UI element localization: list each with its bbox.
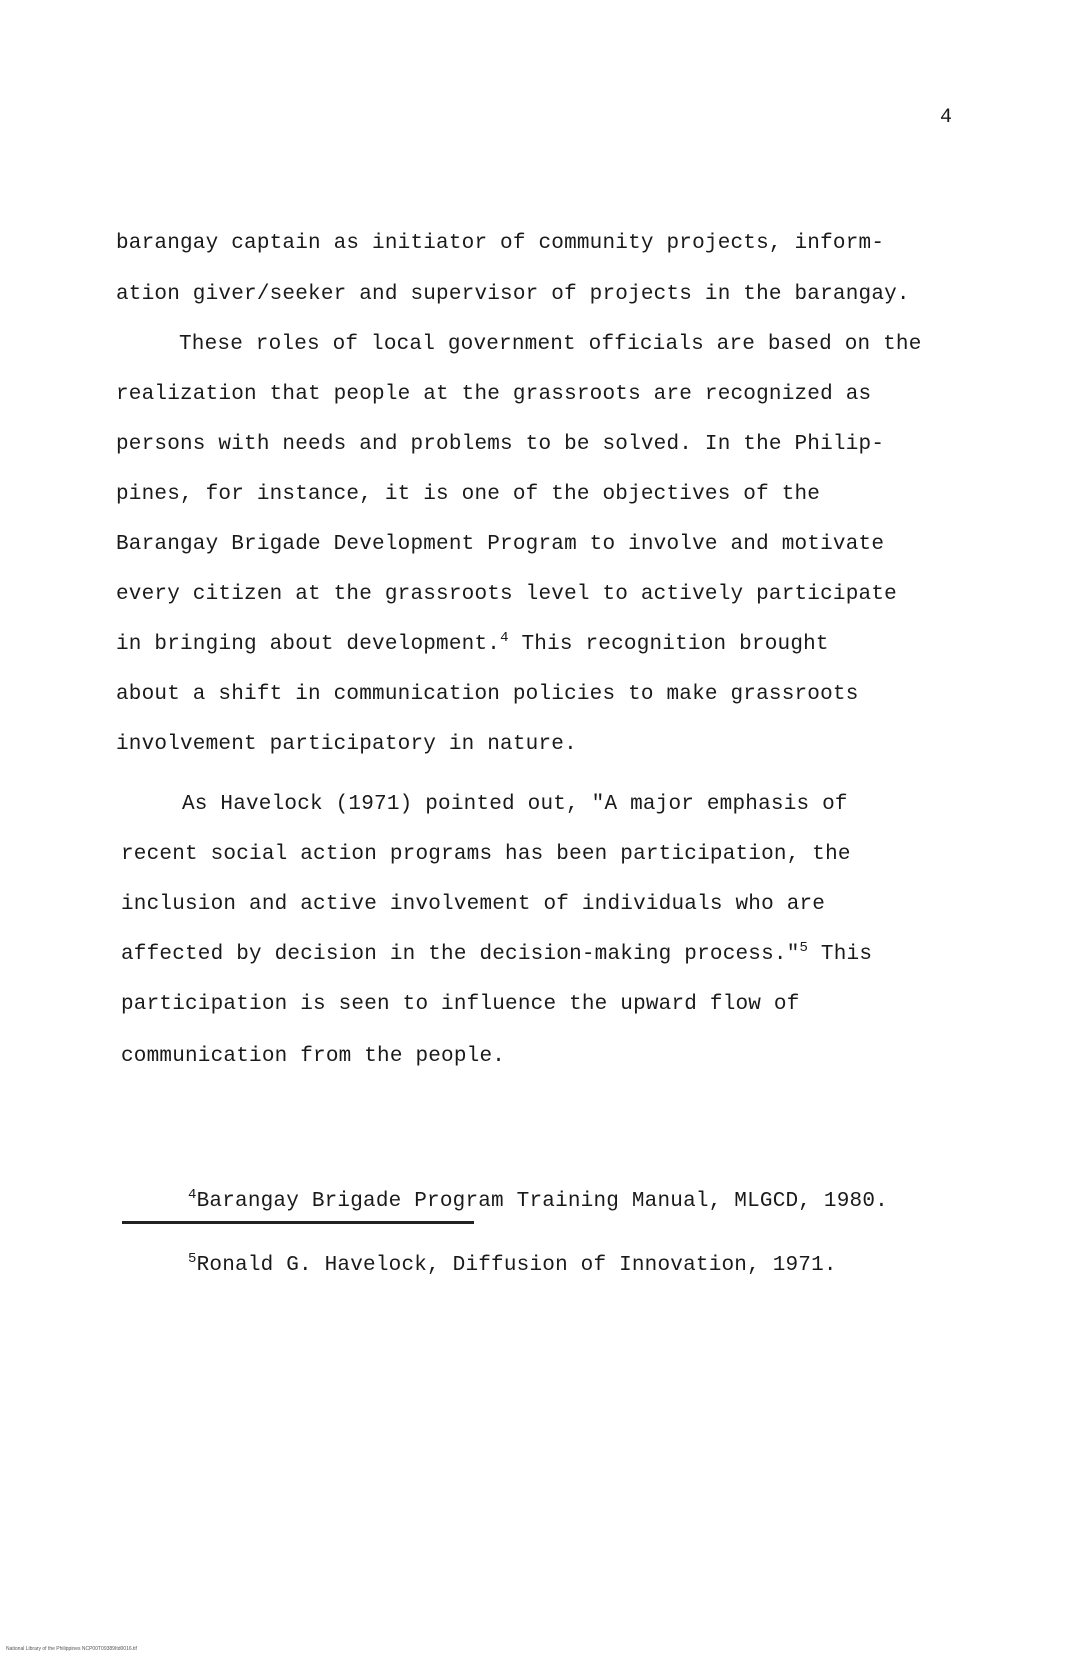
paragraph2-line: every citizen at the grassroots level to actively participate: [116, 583, 897, 606]
footnote-text: Barangay Brigade Program Training Manual, MLGCD, 1980.: [196, 1190, 888, 1213]
paragraph2-line: pines, for instance, it is one of the objectives of the: [116, 483, 821, 506]
paragraph3-line: recent social action programs has been participation, the: [121, 843, 851, 866]
footnote-ref-4: 4: [500, 630, 509, 646]
footnote-5: [188, 1251, 837, 1277]
paragraph2-line: about a shift in communication policies to make grassroots: [116, 683, 859, 706]
footnote-text: Ronald G. Havelock, Diffusion of Innovation, 1971.: [196, 1254, 837, 1277]
footnote-4: [188, 1187, 888, 1213]
paragraph3-line-with-footnote: [121, 940, 873, 966]
footnote-marker: 4: [188, 1187, 197, 1203]
paragraph2-line: persons with needs and problems to be solved. In the Philip-: [116, 433, 885, 456]
paragraph1-line: ation giver/seeker and supervisor of projects in the barangay.: [116, 283, 910, 306]
paragraph2-line-continuation: This recognition brought: [508, 633, 829, 656]
paragraph2-line-with-footnote: [116, 630, 829, 656]
paragraph3-line: communication from the people.: [121, 1045, 506, 1068]
paragraph3-line: As Havelock (1971) pointed out, "A major emphasis of: [182, 793, 848, 816]
footnote-divider: [122, 1221, 474, 1224]
paragraph2-line: realization that people at the grassroots are recognized as: [116, 383, 872, 406]
scan-footer: National Library of the Philippines NCP00T09389Itd0016.tif: [6, 1646, 137, 1652]
footnote-marker: 5: [188, 1251, 197, 1267]
paragraph3-line: participation is seen to influence the upward flow of: [121, 993, 800, 1016]
paragraph1-line: barangay captain as initiator of community projects, inform-: [116, 232, 885, 255]
page-number: 4: [940, 106, 953, 129]
paragraph2-line: These roles of local government officials are based on the: [179, 333, 922, 356]
footnote-ref-5: 5: [799, 940, 809, 956]
paragraph3-line: inclusion and active involvement of individuals who are: [121, 893, 826, 916]
paragraph3-line-text: affected by decision in the decision-making process.": [121, 943, 800, 966]
paragraph2-line-text: in bringing about development.: [116, 633, 501, 656]
paragraph2-line: involvement participatory in nature.: [116, 733, 577, 756]
paragraph3-line-continuation: This: [808, 943, 873, 966]
paragraph2-line: Barangay Brigade Development Program to involve and motivate: [116, 533, 885, 556]
